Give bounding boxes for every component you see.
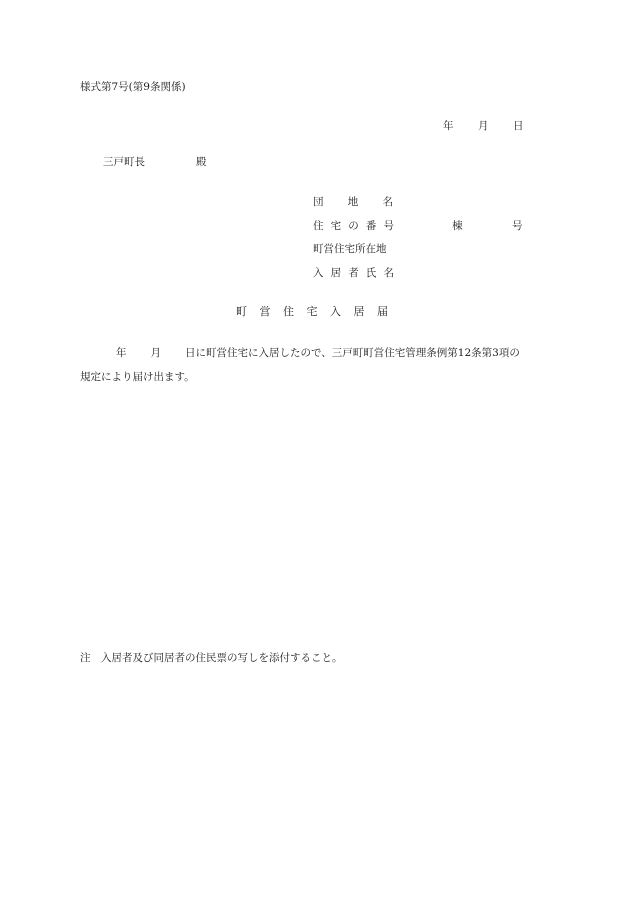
document-title: 町 営 住 宅 入 居 届 — [236, 305, 388, 318]
form-number: 様式第7号(第9条関係) — [80, 81, 186, 93]
date-month-label: 月 — [478, 120, 489, 132]
body-year-label: 年 — [116, 347, 127, 359]
body-paragraph-line2: 規定により届け出ます。 — [80, 371, 195, 383]
field-location: 町営住宅所在地 — [313, 243, 387, 255]
body-paragraph-line1 — [80, 346, 550, 360]
body-sentence: 日に町営住宅に入居したので、三戸町町営住宅管理条例第12条第3項の — [185, 347, 520, 359]
date-day-label: 日 — [513, 120, 524, 132]
field-building-label: 棟 — [452, 220, 463, 232]
field-resident-name: 入 居 者 氏 名 — [313, 267, 394, 279]
field-housing-number: 住 宅 の 番 号 — [313, 220, 394, 232]
field-danchi-name: 団 地 名 — [313, 196, 393, 208]
addressee-name: 三戸町長 — [103, 156, 145, 168]
attachment-note: 注 入居者及び同居者の住民票の写しを添付すること。 — [80, 652, 343, 664]
field-unit-number-label: 号 — [512, 220, 523, 232]
date-year-label: 年 — [443, 120, 454, 132]
addressee-honorific: 殿 — [196, 156, 207, 168]
body-month-label: 月 — [150, 347, 161, 359]
